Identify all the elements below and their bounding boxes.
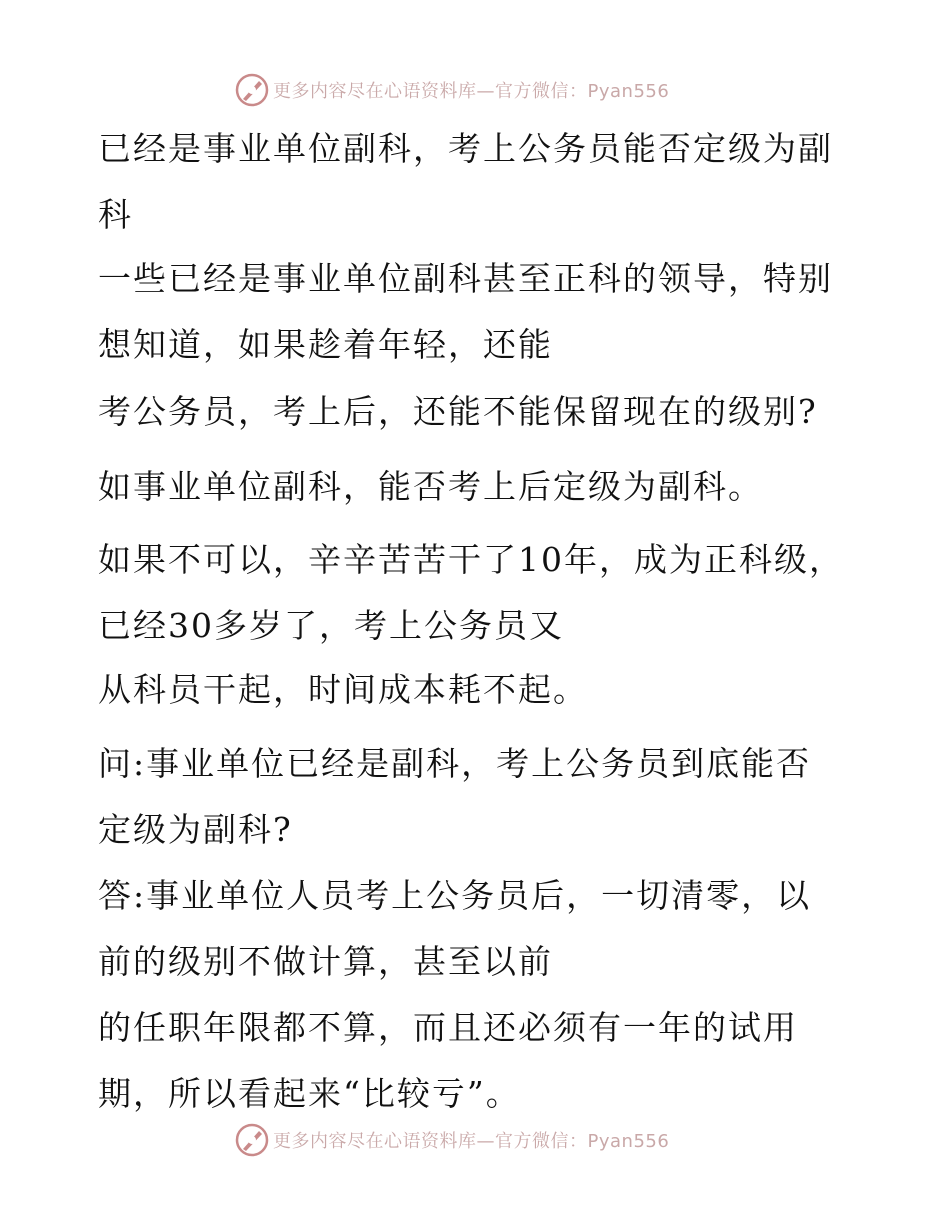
header-watermark — [235, 73, 715, 107]
text-line: 如事业单位副科，能否考上后定级为副科。 — [98, 467, 763, 506]
text-line: 答:事业单位人员考上公务员后，一切清零，以 — [98, 876, 812, 915]
paragraph-2 — [98, 246, 838, 378]
text-line: 期，所以看起来“比较亏”。 — [98, 1074, 521, 1113]
text-line: 想知道，如果趁着年轻，还能 — [98, 325, 553, 364]
text-line: 考公务员，考上后，还能不能保留现在的级别? — [98, 392, 818, 431]
paragraph-8 — [98, 863, 838, 995]
text-line: 定级为副科? — [98, 810, 293, 849]
paragraph-9 — [98, 995, 838, 1127]
quill-logo-icon — [235, 1123, 269, 1157]
paragraph-6 — [98, 657, 838, 723]
text-line: 从科员干起，时间成本耗不起。 — [98, 670, 588, 709]
text-line: 问:事业单位已经是副科，考上公务员到底能否 — [98, 744, 812, 783]
text-line: 前的级别不做计算，甚至以前 — [98, 942, 553, 981]
text-line: 已经30多岁了，考上公务员又 — [98, 606, 564, 645]
paragraph-5 — [98, 527, 844, 659]
watermark-text: 更多内容尽在心语资料库—官方微信：Pyan556 — [273, 1131, 670, 1152]
footer-watermark — [235, 1123, 715, 1157]
watermark-text: 更多内容尽在心语资料库—官方微信：Pyan556 — [273, 81, 670, 102]
text-line: 如果不可以，辛辛苦苦干了10年，成为正科级， — [98, 540, 844, 579]
text-line: 已经是事业单位副科，考上公务员能否定级为副 — [98, 129, 833, 168]
paragraph-7 — [98, 731, 838, 863]
quill-logo-icon — [235, 73, 269, 107]
paragraph-1 — [98, 116, 838, 248]
paragraph-4 — [98, 454, 838, 520]
text-line: 的任职年限都不算，而且还必须有一年的试用 — [98, 1008, 798, 1047]
text-line: 科 — [98, 195, 133, 234]
paragraph-3 — [98, 379, 838, 445]
text-line: 一些已经是事业单位副科甚至正科的领导，特别 — [98, 259, 833, 298]
